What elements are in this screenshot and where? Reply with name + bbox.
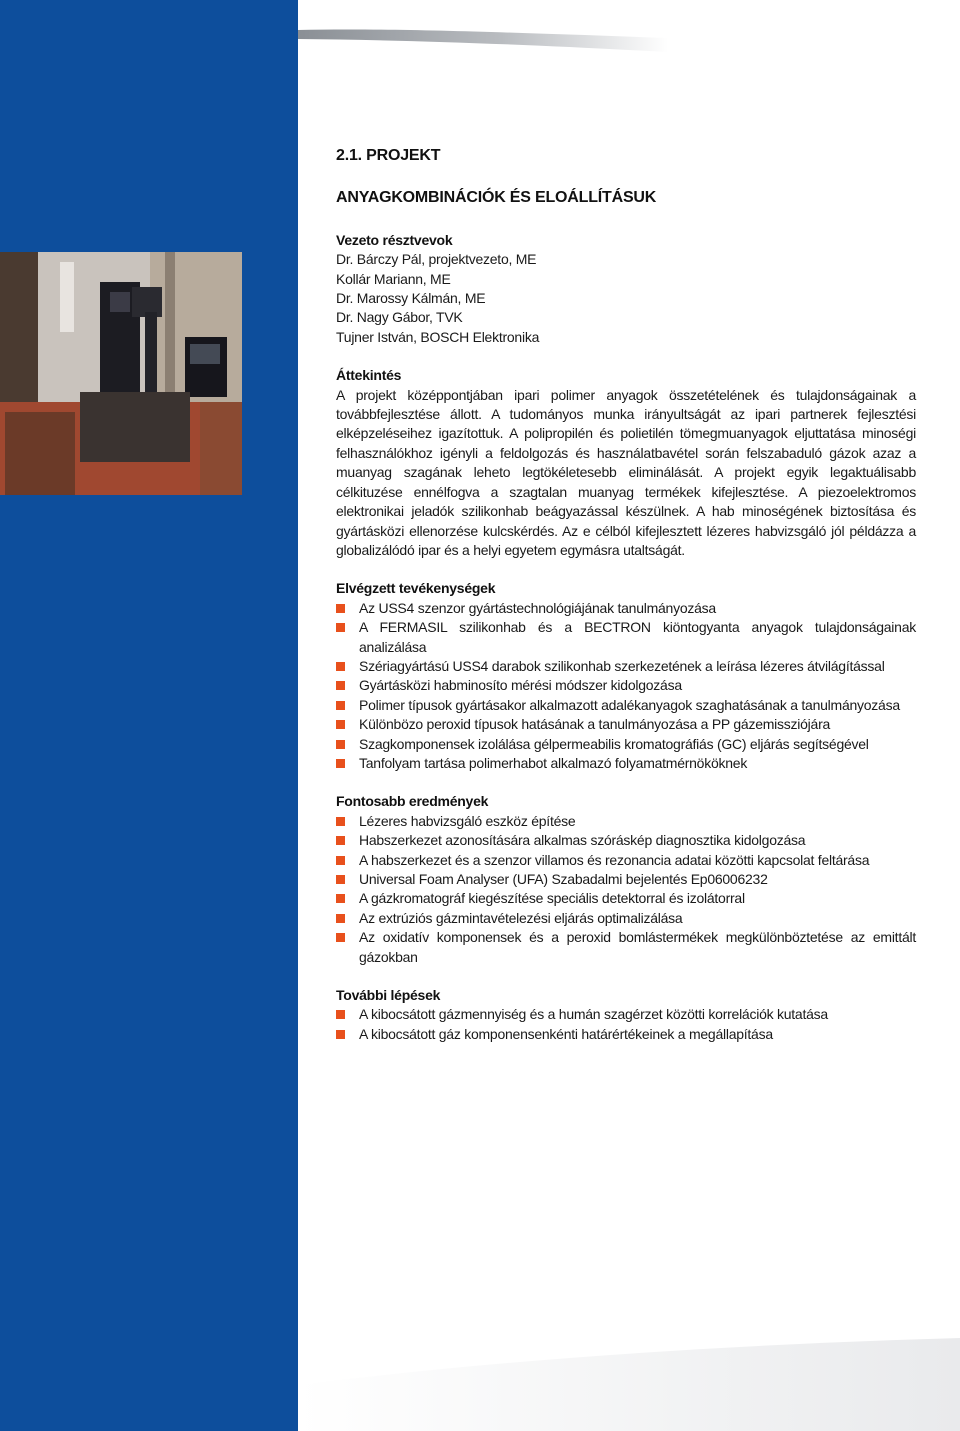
list-item: A FERMASIL szilikonhab és a BECTRON kiöntogyanta anyagok tulajdonságainak analizálása — [336, 618, 916, 657]
bullet-square-icon — [336, 894, 345, 903]
list-item: Az extrúziós gázmintavételezési eljárás optimalizálása — [336, 909, 916, 928]
list-item: Az oxidatív komponensek és a peroxid bomlástermékek megkülönböztetése az emittált gázokban — [336, 928, 916, 967]
bullet-square-icon — [336, 856, 345, 865]
bullet-square-icon — [336, 720, 345, 729]
researcher-name: Dr. Nagy Gábor, TVK — [336, 309, 463, 326]
main-content — [336, 146, 916, 1044]
researcher-name: Dr. Bárczy Pál, projektvezeto, ME — [336, 251, 537, 268]
laser-foam-analyser-photo — [0, 252, 242, 495]
decorative-swoosh — [298, 1330, 960, 1431]
list-item: Lézeres habvizsgáló eszköz építése — [336, 812, 916, 831]
blue-sidebar — [0, 0, 298, 1431]
researcher-name: Tujner István, BOSCH Elektronika — [336, 328, 540, 345]
bullet-square-icon — [336, 836, 345, 845]
results-section — [336, 792, 916, 967]
overview-text: A projekt középpontjában ipari polimer anyagok összetételének és tulajdonságainak a továbbfejlesztése állott. A tudományos munka irányultságát az ipari partnerek fejlesztési elképzeléseihez igazítottuk. A polipropilén és polietilén tömegmuanyagok eljuttatása minoségi felhasználókhoz igényli a feldolgozás és használatbavétel során felszabaduló gázok azaz a muanyag szagának leheto legtökéletesebb eliminálását. A projekt egyik legaktuálisabb célkituzése ennélfogva a szagtalan muanyag termékek kifejlesztése. A piezoelektromos elektronikai jeladók szilikonhab beágyazással készülnek. A hab minoségének biztosítása és gyártásközi ellenorzése kulcskérdés. Az e célból kifejlesztett lézeres habvizsgáló jól példázza a globalizálódó ipar és a helyi egyetem egymásra utaltságát. — [336, 386, 916, 558]
bullet-square-icon — [336, 604, 345, 613]
bullet-square-icon — [336, 875, 345, 884]
next-steps-heading: További lépések — [336, 987, 441, 1004]
activities-section — [336, 579, 916, 773]
list-item: Szagkomponensek izolálása gélpermeabilis kromatográfiás (GC) eljárás segítségével — [336, 735, 916, 754]
list-item: Universal Foam Analyser (UFA) Szabadalmi bejelentés Ep06006232 — [336, 870, 916, 889]
bullet-square-icon — [336, 759, 345, 768]
bullet-square-icon — [336, 740, 345, 749]
bullet-square-icon — [336, 662, 345, 671]
list-item: Az USS4 szenzor gyártástechnológiájának tanulmányozása — [336, 599, 916, 618]
bullet-square-icon — [336, 933, 345, 942]
results-list — [336, 812, 916, 967]
researcher-name: Kollár Mariann, ME — [336, 270, 451, 287]
bullet-square-icon — [336, 817, 345, 826]
researcher-name: Dr. Marossy Kálmán, ME — [336, 290, 486, 307]
activities-heading: Elvégzett tevékenységek — [336, 580, 496, 597]
list-item: Szériagyártású USS4 darabok szilikonhab szerkezetének a leírása lézeres átvilágítással — [336, 657, 916, 676]
results-heading: Fontosabb eredmények — [336, 793, 489, 810]
list-item: Gyártásközi habminosíto mérési módszer kidolgozása — [336, 676, 916, 695]
list-item: A gázkromatográf kiegészítése speciális detektorral és izolátorral — [336, 889, 916, 908]
project-title: ANYAGKOMBINÁCIÓK ÉS ELOÁLLÍTÁSUK — [336, 189, 657, 207]
list-item: Különbözo peroxid típusok hatásának a tanulmányozása a PP gázemissziójára — [336, 715, 916, 734]
overview-section — [336, 366, 916, 560]
list-item: Tanfolyam tartása polimerhabot alkalmazó folyamatmérnököknek — [336, 754, 916, 773]
researchers-section — [336, 231, 916, 347]
list-item: A kibocsátott gázmennyiség és a humán szagérzet közötti korrelációk kutatása — [336, 1005, 916, 1024]
overview-heading: Áttekintés — [336, 367, 402, 384]
list-item: Habszerkezet azonosítására alkalmas szóráskép diagnosztika kidolgozása — [336, 831, 916, 850]
researchers-heading: Vezeto résztvevok — [336, 231, 453, 248]
project-number: 2.1. PROJEKT — [336, 147, 441, 164]
bullet-square-icon — [336, 701, 345, 710]
next-steps-section — [336, 986, 916, 1044]
next-steps-list — [336, 1005, 916, 1044]
list-item: A habszerkezet és a szenzor villamos és rezonancia adatai közötti kapcsolat feltárása — [336, 851, 916, 870]
bullet-square-icon — [336, 1030, 345, 1039]
list-item: A kibocsátott gáz komponensenkénti határértékeinek a megállapítása — [336, 1025, 916, 1044]
bullet-square-icon — [336, 914, 345, 923]
activities-list — [336, 599, 916, 774]
bullet-square-icon — [336, 623, 345, 632]
decorative-brush-stroke — [298, 26, 668, 56]
list-item: Polimer típusok gyártásakor alkalmazott adalékanyagok szaghatásának a tanulmányozása — [336, 696, 916, 715]
bullet-square-icon — [336, 681, 345, 690]
bullet-square-icon — [336, 1010, 345, 1019]
